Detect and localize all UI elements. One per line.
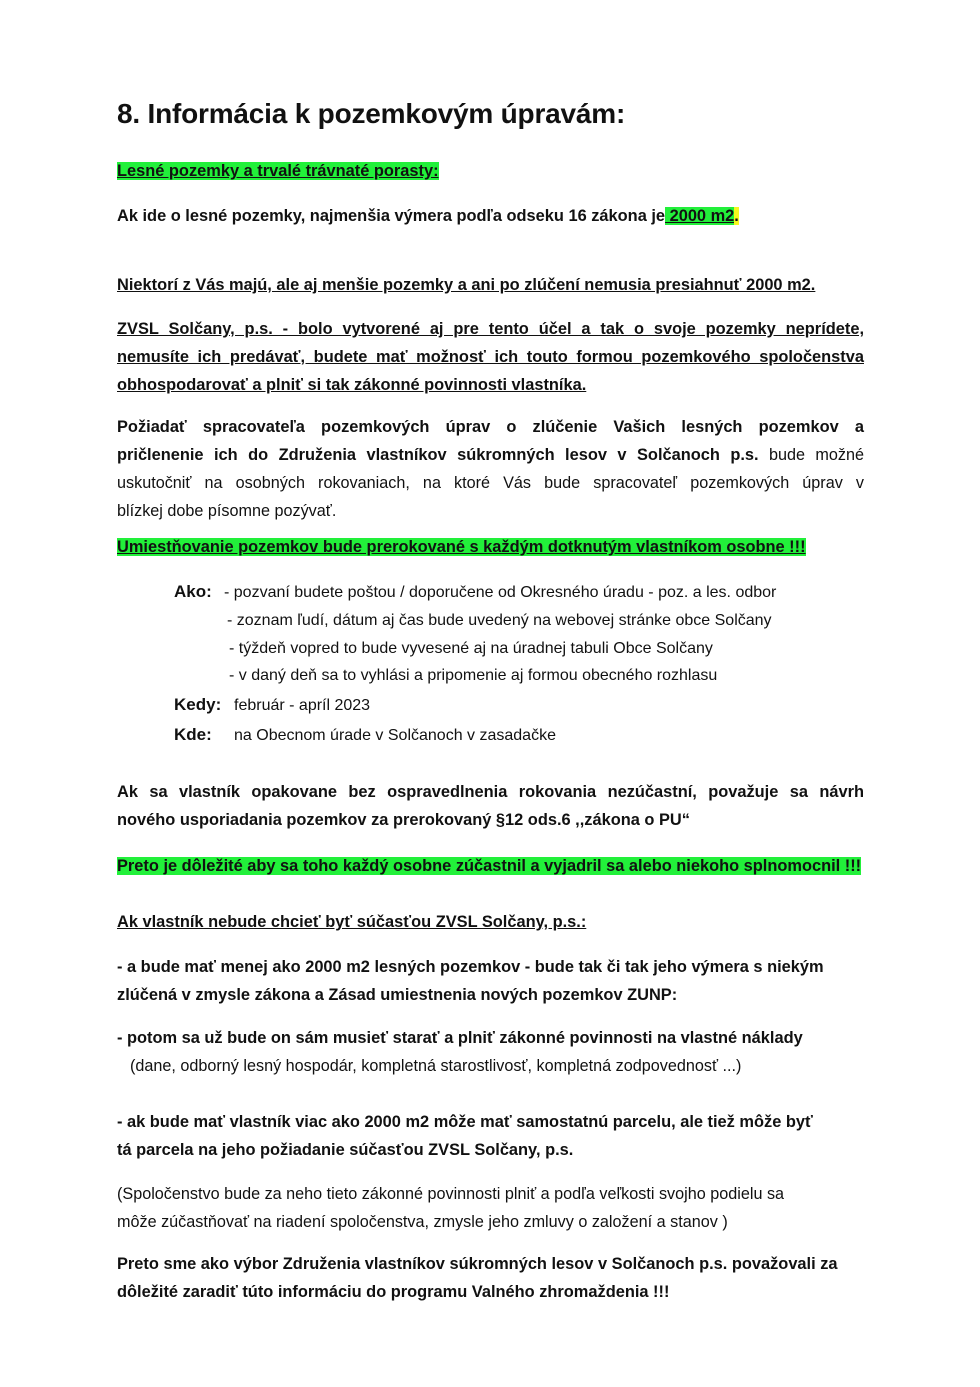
placement-notice (117, 533, 864, 561)
request-paragraph (117, 413, 864, 525)
zvsl-line: nemusíte ich predávať, budete mať možnosť ich touto formou pozemkového spoločenstva (117, 348, 864, 366)
kedy-label: Kedy: (174, 695, 222, 714)
closing-line: Preto sme ako výbor Združenia vlastníkov súkromných lesov v Solčanoch p.s. považovali za (117, 1255, 838, 1273)
zvsl-line: ZVSL Solčany, p.s. - bolo vytvorené aj pre tento účel a tak o svoje pozemky neprídete, (117, 320, 864, 338)
kde-label: Kde: (174, 725, 212, 744)
forest-section-heading (117, 157, 864, 185)
request-line-2-bold: pričlenenie ich do Združenia vlastníkov súkromných lesov v Solčanoch p.s. (117, 446, 759, 464)
kde-value: na Obecnom úrade v Solčanoch v zasadačke (234, 727, 556, 744)
case-less-line: - a bude mať menej ako 2000 m2 lesných pozemkov - bude tak či tak jeho výmera s niekým (117, 958, 824, 976)
case-less-then-line: (dane, odborný lesný hospodár, kompletná starostlivosť, kompletná zodpovednosť ...) (130, 1057, 742, 1075)
request-line-2 (117, 441, 864, 469)
min-area-end: . (734, 207, 739, 225)
min-area-text: Ak ide o lesné pozemky, najmenšia výmera podľa odseku 16 zákona je (117, 207, 666, 225)
kedy-value: február - apríl 2023 (234, 697, 371, 714)
case-more-paragraph (117, 1108, 864, 1164)
ako-item: - týždeň vopred to bude vyvesené aj na úradnej tabuli Obce Solčany (229, 640, 713, 657)
case-less-paragraph (117, 953, 864, 1009)
case-more-line: tá parcela na jeho požiadanie súčasťou ZVSL Solčany, p.s. (117, 1141, 574, 1159)
community-note-line: môže zúčastňovať na riadení spoločenstva, zmysle jeho zmluvy o založení a stanov ) (117, 1213, 728, 1231)
important-notice-text: Preto je dôležité aby sa toho každý osobne zúčastnil a vyjadril sa alebo niekoho splnomocnil !!! (117, 857, 862, 875)
case-less-then-paragraph (117, 1024, 864, 1080)
ako-item: - v daný deň sa to vyhlási a pripomenie aj formou obecného rozhlasu (229, 667, 718, 684)
not-member-heading: Ak vlastník nebude chcieť byť súčasťou ZVSL Solčany, p.s.: (117, 913, 587, 931)
zvsl-paragraph (117, 315, 864, 399)
ako-item: - zoznam ľudí, dátum aj čas bude uvedený na webovej stránke obce Solčany (227, 612, 772, 629)
closing-paragraph (117, 1250, 864, 1306)
closing-line: dôležité zaradiť túto informáciu do programu Valného zhromaždenia !!! (117, 1283, 670, 1301)
absence-line: nového usporiadania pozemkov za prerokovaný §12 ods.6 ,,zákona o PU“ (117, 811, 690, 829)
absence-paragraph (117, 778, 864, 834)
important-notice (117, 852, 877, 880)
case-less-line: zlúčená v zmysle zákona a Zásad umiestnenia nových pozemkov ZUNP: (117, 986, 678, 1004)
zvsl-line: obhospodarovať a plniť si tak zákonné povinnosti vlastníka. (117, 376, 587, 394)
min-area-value: 2000 m2 (665, 207, 735, 225)
community-note-line: (Spoločenstvo bude za neho tieto zákonné povinnosti plniť a podľa veľkosti svojho podielu sa (117, 1185, 785, 1203)
min-area-paragraph (117, 202, 864, 230)
request-line: Požiadať spracovateľa pozemkových úprav o zlúčenie Vašich lesných pozemkov a (117, 418, 864, 436)
page-title: 8. Informácia k pozemkovým úpravám: (117, 98, 626, 129)
some-owners-paragraph: Niektorí z Vás majú, ale aj menšie pozemky a ani po zlúčení nemusia presiahnuť 2000 m2. (117, 276, 816, 294)
absence-line: Ak sa vlastník opakovane bez ospravedlnenia rokovania nezúčastní, považuje sa návrh (117, 783, 864, 801)
community-note (117, 1180, 864, 1236)
request-line: uskutočniť na osobných rokovaniach, na ktoré Vás bude spracovateľ pozemkových úprav v (117, 474, 864, 492)
case-less-then-line: - potom sa už bude on sám musieť starať a plniť zákonné povinnosti na vlastné náklady (117, 1029, 803, 1047)
request-line-2-rest: bude možné (758, 446, 865, 464)
request-line: blízkej dobe písomne pozývať. (117, 502, 337, 520)
placement-notice-text: Umiestňovanie pozemkov bude prerokované s každým dotknutým vlastníkom osobne !!! (117, 538, 806, 556)
forest-heading-text: Lesné pozemky a trvalé trávnaté porasty: (117, 162, 439, 180)
case-more-line: - ak bude mať vlastník viac ako 2000 m2 môže mať samostatnú parcelu, ale tiež môže byť (117, 1113, 813, 1131)
ako-item: - pozvaní budete poštou / doporučene od Okresného úradu - poz. a les. odbor (224, 584, 777, 601)
ako-label: Ako: (174, 582, 212, 601)
